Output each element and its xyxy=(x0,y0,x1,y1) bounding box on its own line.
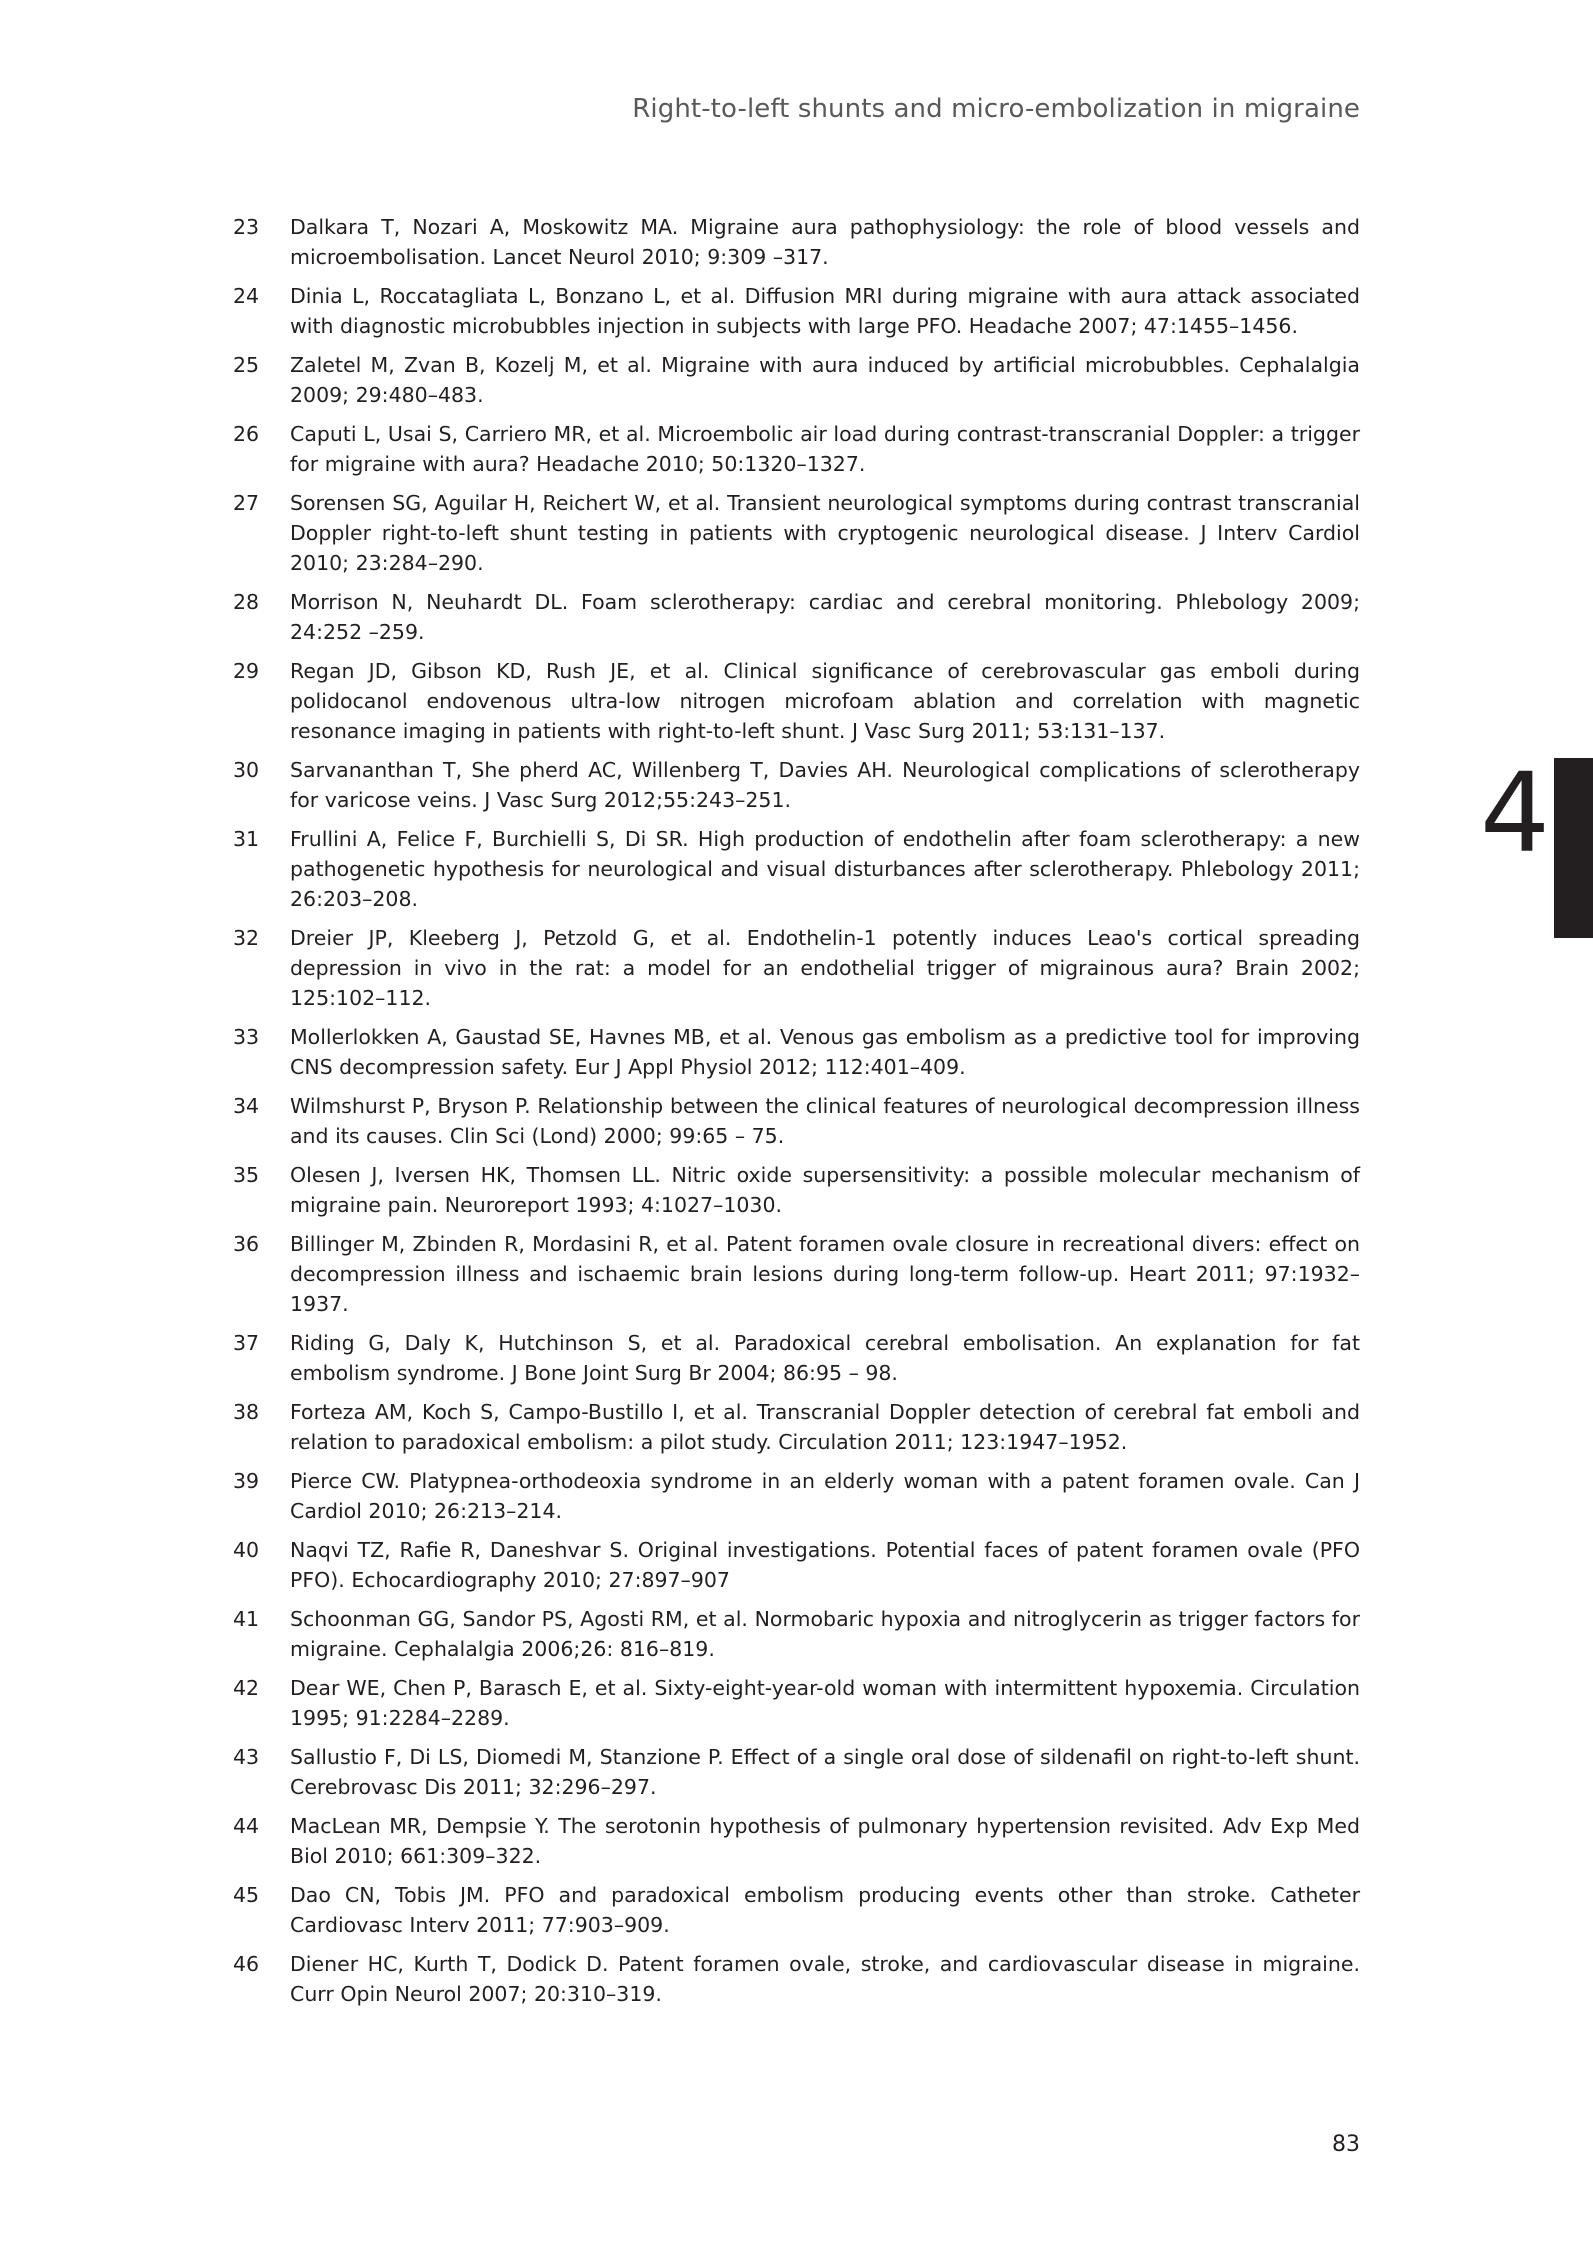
reference-text: Sorensen SG, Aguilar H, Reichert W, et al. Transient neurological symptoms during contrast transcranial Doppler right-to-left shunt testing in patients with cryptogenic neurological disease. J Interv Cardiol 2010; 23:284–290. xyxy=(290,491,1360,575)
reference-item xyxy=(233,1949,1360,2009)
chapter-thumb-tab xyxy=(1554,758,1593,938)
reference-text: Dreier JP, Kleeberg J, Petzold G, et al. Endothelin-1 potently induces Leao's cortical spreading depression in vivo in the rat: a model for an endothelial trigger of migrainous aura? Brain 2002; 125:102–112. xyxy=(290,926,1360,1010)
reference-item xyxy=(233,755,1360,815)
reference-text: Olesen J, Iversen HK, Thomsen LL. Nitric oxide supersensitivity: a possible molecular mechanism of migraine pain. Neuroreport 1993; 4:1027–1030. xyxy=(290,1163,1360,1217)
reference-item xyxy=(233,419,1360,479)
reference-text: Pierce CW. Platypnea-orthodeoxia syndrome in an elderly woman with a patent foramen ovale. Can J Cardiol 2010; 26:213–214. xyxy=(290,1469,1360,1523)
reference-item xyxy=(233,1466,1360,1526)
reference-number: 31 xyxy=(233,827,260,851)
reference-text: Zaletel M, Zvan B, Kozelj M, et al. Migraine with aura induced by artificial microbubbles. Cephalalgia 2009; 29:480–483. xyxy=(290,353,1360,407)
reference-text: Frullini A, Felice F, Burchielli S, Di SR. High production of endothelin after foam sclerotherapy: a new pathogenetic hypothesis for neurological and visual disturbances after sclerotherapy. Phlebology 2011; 26:203–208. xyxy=(290,827,1360,911)
reference-number: 33 xyxy=(233,1025,260,1049)
reference-number: 35 xyxy=(233,1163,260,1187)
reference-number: 37 xyxy=(233,1331,260,1355)
reference-number: 40 xyxy=(233,1538,260,1562)
reference-number: 28 xyxy=(233,590,260,614)
reference-item xyxy=(233,824,1360,914)
reference-item xyxy=(233,1229,1360,1319)
reference-number: 36 xyxy=(233,1232,260,1256)
reference-text: Sallustio F, Di LS, Diomedi M, Stanzione P. Effect of a single oral dose of sildenafil on right-to-left shunt. Cerebrovasc Dis 2011; 32:296–297. xyxy=(290,1745,1360,1799)
reference-text: Sarvananthan T, She pherd AC, Willenberg T, Davies AH. Neurological complications of sclerotherapy for varicose veins. J Vasc Surg 2012;55:243–251. xyxy=(290,758,1360,812)
reference-text: Dalkara T, Nozari A, Moskowitz MA. Migraine aura pathophysiology: the role of blood vessels and microembolisation. Lancet Neurol 2010; 9:309 –317. xyxy=(290,215,1360,269)
reference-number: 42 xyxy=(233,1676,260,1700)
reference-item xyxy=(233,1091,1360,1151)
reference-item xyxy=(233,1880,1360,1940)
reference-text: Caputi L, Usai S, Carriero MR, et al. Microembolic air load during contrast-transcranial Doppler: a trigger for migraine with aura? Headache 2010; 50:1320–1327. xyxy=(290,422,1360,476)
reference-number: 30 xyxy=(233,758,260,782)
reference-list xyxy=(233,212,1360,2018)
reference-text: Diener HC, Kurth T, Dodick D. Patent foramen ovale, stroke, and cardiovascular disease in migraine. Curr Opin Neurol 2007; 20:310–319. xyxy=(290,1952,1360,2006)
page-number: 83 xyxy=(1332,2132,1360,2157)
reference-text: Mollerlokken A, Gaustad SE, Havnes MB, et al. Venous gas embolism as a predictive tool for improving CNS decompression safety. Eur J Appl Physiol 2012; 112:401–409. xyxy=(290,1025,1360,1079)
reference-item xyxy=(233,923,1360,1013)
reference-number: 46 xyxy=(233,1952,260,1976)
reference-text: Dinia L, Roccatagliata L, Bonzano L, et al. Diffusion MRI during migraine with aura attack associated with diagnostic microbubbles injection in subjects with large PFO. Headache 2007; 47:1455–1456. xyxy=(290,284,1360,338)
reference-item xyxy=(233,587,1360,647)
reference-item xyxy=(233,1160,1360,1220)
reference-text: Wilmshurst P, Bryson P. Relationship between the clinical features of neurological decompression illness and its causes. Clin Sci (Lond) 2000; 99:65 – 75. xyxy=(290,1094,1360,1148)
chapter-number: 4 xyxy=(1480,749,1550,877)
running-head: Right-to-left shunts and micro-embolization in migraine xyxy=(632,94,1360,124)
reference-text: Dao CN, Tobis JM. PFO and paradoxical embolism producing events other than stroke. Catheter Cardiovasc Interv 2011; 77:903–909. xyxy=(290,1883,1360,1937)
reference-number: 29 xyxy=(233,659,260,683)
reference-number: 32 xyxy=(233,926,260,950)
reference-item xyxy=(233,212,1360,272)
reference-text: Regan JD, Gibson KD, Rush JE, et al. Clinical significance of cerebrovascular gas emboli during polidocanol endovenous ultra-low nitrogen microfoam ablation and correlation with magnetic resonance imaging in patients with right-to-left shunt. J Vasc Surg 2011; 53:131–137. xyxy=(290,659,1360,743)
reference-text: MacLean MR, Dempsie Y. The serotonin hypothesis of pulmonary hypertension revisited. Adv Exp Med Biol 2010; 661:309–322. xyxy=(290,1814,1360,1868)
reference-item xyxy=(233,281,1360,341)
reference-item xyxy=(233,488,1360,578)
reference-item xyxy=(233,350,1360,410)
reference-item xyxy=(233,1022,1360,1082)
reference-number: 44 xyxy=(233,1814,260,1838)
reference-text: Riding G, Daly K, Hutchinson S, et al. Paradoxical cerebral embolisation. An explanation for fat embolism syndrome. J Bone Joint Surg Br 2004; 86:95 – 98. xyxy=(290,1331,1360,1385)
reference-text: Naqvi TZ, Rafie R, Daneshvar S. Original investigations. Potential faces of patent foramen ovale (PFO PFO). Echocardiography 2010; 27:897–907 xyxy=(290,1538,1360,1592)
reference-item xyxy=(233,1673,1360,1733)
reference-number: 45 xyxy=(233,1883,260,1907)
reference-number: 39 xyxy=(233,1469,260,1493)
reference-item xyxy=(233,1328,1360,1388)
reference-number: 43 xyxy=(233,1745,260,1769)
reference-text: Morrison N, Neuhardt DL. Foam sclerotherapy: cardiac and cerebral monitoring. Phlebology 2009; 24:252 –259. xyxy=(290,590,1360,644)
reference-number: 34 xyxy=(233,1094,260,1118)
reference-text: Dear WE, Chen P, Barasch E, et al. Sixty-eight-year-old woman with intermittent hypoxemia. Circulation 1995; 91:2284–2289. xyxy=(290,1676,1360,1730)
reference-item xyxy=(233,1811,1360,1871)
reference-item xyxy=(233,656,1360,746)
reference-text: Schoonman GG, Sandor PS, Agosti RM, et al. Normobaric hypoxia and nitroglycerin as trigger factors for migraine. Cephalalgia 2006;26: 816–819. xyxy=(290,1607,1360,1661)
reference-number: 38 xyxy=(233,1400,260,1424)
reference-number: 24 xyxy=(233,284,260,308)
reference-item xyxy=(233,1604,1360,1664)
reference-item xyxy=(233,1397,1360,1457)
reference-text: Forteza AM, Koch S, Campo-Bustillo I, et al. Transcranial Doppler detection of cerebral fat emboli and relation to paradoxical embolism: a pilot study. Circulation 2011; 123:1947–1952. xyxy=(290,1400,1360,1454)
reference-number: 27 xyxy=(233,491,260,515)
reference-number: 25 xyxy=(233,353,260,377)
reference-item xyxy=(233,1742,1360,1802)
reference-text: Billinger M, Zbinden R, Mordasini R, et al. Patent foramen ovale closure in recreational divers: effect on decompression illness and ischaemic brain lesions during long-term follow-up. Heart 2011; 97:1932–1937. xyxy=(290,1232,1360,1316)
reference-number: 41 xyxy=(233,1607,260,1631)
reference-number: 23 xyxy=(233,215,260,239)
reference-number: 26 xyxy=(233,422,260,446)
reference-item xyxy=(233,1535,1360,1595)
